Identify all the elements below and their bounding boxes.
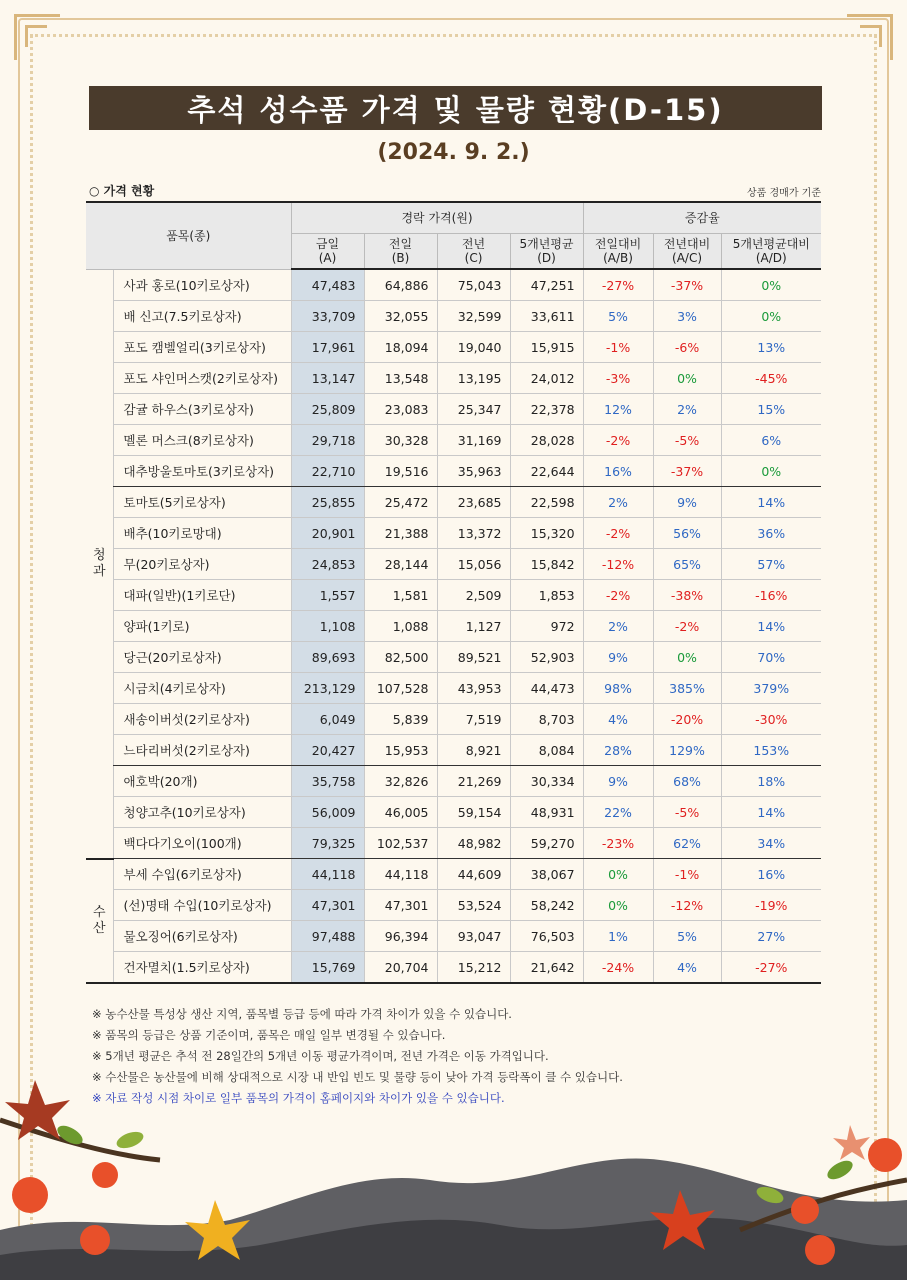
persimmon-icon [80, 1225, 110, 1255]
price-prev-year: 35,963 [437, 456, 510, 487]
price-today: 29,718 [291, 425, 364, 456]
price-today: 17,961 [291, 332, 364, 363]
change-vs-prev-day: -27% [583, 269, 653, 301]
change-vs-prev-day: -24% [583, 952, 653, 984]
price-avg5: 47,251 [510, 269, 583, 301]
price-avg5: 15,842 [510, 549, 583, 580]
price-prev-year: 21,269 [437, 766, 510, 797]
change-vs-prev-year: -2% [653, 611, 721, 642]
change-vs-prev-day: 16% [583, 456, 653, 487]
price-prev-day: 1,581 [364, 580, 437, 611]
price-today: 13,147 [291, 363, 364, 394]
price-prev-day: 82,500 [364, 642, 437, 673]
item-name: 토마토(5키로상자) [113, 487, 291, 518]
table-row [86, 704, 821, 735]
footnote: ※ 수산물은 농산물에 비해 상대적으로 시장 내 반입 빈도 및 물량 등이 낮아 가격 등락폭이 클 수 있습니다. [92, 1070, 623, 1084]
item-name: 감귤 하우스(3키로상자) [113, 394, 291, 425]
table-row [86, 487, 821, 518]
table-row [86, 425, 821, 456]
price-avg5: 22,644 [510, 456, 583, 487]
price-avg5: 15,320 [510, 518, 583, 549]
leaf-icon [114, 1129, 145, 1152]
table-row [86, 580, 821, 611]
price-prev-year: 7,519 [437, 704, 510, 735]
leaf-icon [824, 1157, 855, 1183]
price-avg5: 1,853 [510, 580, 583, 611]
table-row [86, 952, 821, 984]
header-change-group: 증감율 [583, 202, 821, 234]
table-row [86, 859, 821, 890]
price-prev-day: 47,301 [364, 890, 437, 921]
header-vs-prev-year: 전년대비 (A/C) [653, 234, 721, 270]
change-vs-prev-day: 2% [583, 487, 653, 518]
change-vs-prev-year: -5% [653, 425, 721, 456]
item-name: (선)명태 수입(10키로상자) [113, 890, 291, 921]
price-prev-day: 107,528 [364, 673, 437, 704]
price-prev-year: 1,127 [437, 611, 510, 642]
change-vs-prev-day: 5% [583, 301, 653, 332]
item-name: 부세 수입(6키로상자) [113, 859, 291, 890]
change-vs-avg5: 153% [721, 735, 821, 766]
change-vs-avg5: 70% [721, 642, 821, 673]
table-row [86, 735, 821, 766]
price-avg5: 76,503 [510, 921, 583, 952]
price-today: 20,901 [291, 518, 364, 549]
price-prev-day: 13,548 [364, 363, 437, 394]
price-prev-year: 75,043 [437, 269, 510, 301]
item-name: 백다다기오이(100개) [113, 828, 291, 859]
item-name: 무(20키로상자) [113, 549, 291, 580]
table-row [86, 642, 821, 673]
price-prev-year: 2,509 [437, 580, 510, 611]
change-vs-prev-year: -37% [653, 269, 721, 301]
change-vs-prev-day: 22% [583, 797, 653, 828]
price-table [86, 201, 821, 984]
report-date: (2024. 9. 2.) [377, 140, 530, 165]
change-vs-avg5: 6% [721, 425, 821, 456]
item-name: 청양고추(10키로상자) [113, 797, 291, 828]
price-prev-year: 48,982 [437, 828, 510, 859]
change-vs-prev-day: 1% [583, 921, 653, 952]
change-vs-avg5: 379% [721, 673, 821, 704]
item-name: 양파(1키로) [113, 611, 291, 642]
change-vs-prev-day: -2% [583, 518, 653, 549]
change-vs-avg5: 0% [721, 456, 821, 487]
change-vs-prev-year: 0% [653, 642, 721, 673]
price-prev-day: 1,088 [364, 611, 437, 642]
table-row [86, 456, 821, 487]
price-prev-day: 30,328 [364, 425, 437, 456]
price-prev-year: 25,347 [437, 394, 510, 425]
change-vs-prev-day: 4% [583, 704, 653, 735]
table-row [86, 549, 821, 580]
item-name: 포도 캠벨얼리(3키로상자) [113, 332, 291, 363]
price-avg5: 22,598 [510, 487, 583, 518]
price-today: 213,129 [291, 673, 364, 704]
price-today: 79,325 [291, 828, 364, 859]
item-name: 포도 샤인머스캣(2키로상자) [113, 363, 291, 394]
change-vs-prev-day: 0% [583, 859, 653, 890]
price-avg5: 24,012 [510, 363, 583, 394]
change-vs-prev-year: -5% [653, 797, 721, 828]
change-vs-avg5: 14% [721, 611, 821, 642]
item-name: 새송이버섯(2키로상자) [113, 704, 291, 735]
price-today: 97,488 [291, 921, 364, 952]
price-prev-day: 25,472 [364, 487, 437, 518]
price-prev-year: 8,921 [437, 735, 510, 766]
change-vs-prev-day: -2% [583, 580, 653, 611]
table-row [86, 332, 821, 363]
price-today: 25,809 [291, 394, 364, 425]
item-name: 대파(일반)(1키로단) [113, 580, 291, 611]
price-avg5: 30,334 [510, 766, 583, 797]
price-prev-year: 23,685 [437, 487, 510, 518]
table-row [86, 890, 821, 921]
change-vs-prev-year: 3% [653, 301, 721, 332]
header-item: 품목(종) [86, 202, 291, 269]
item-name: 물오징어(6키로상자) [113, 921, 291, 952]
change-vs-avg5: -30% [721, 704, 821, 735]
change-vs-avg5: 13% [721, 332, 821, 363]
price-today: 47,483 [291, 269, 364, 301]
change-vs-prev-year: 56% [653, 518, 721, 549]
price-today: 33,709 [291, 301, 364, 332]
item-name: 건자멸치(1.5키로상자) [113, 952, 291, 984]
price-prev-year: 32,599 [437, 301, 510, 332]
corner-ornament-right [847, 14, 893, 60]
item-name: 시금치(4키로상자) [113, 673, 291, 704]
price-prev-year: 15,212 [437, 952, 510, 984]
table-row [86, 518, 821, 549]
price-today: 44,118 [291, 859, 364, 890]
change-vs-prev-year: 9% [653, 487, 721, 518]
price-avg5: 33,611 [510, 301, 583, 332]
change-vs-prev-year: -6% [653, 332, 721, 363]
price-avg5: 15,915 [510, 332, 583, 363]
price-prev-year: 15,056 [437, 549, 510, 580]
item-name: 애호박(20개) [113, 766, 291, 797]
footnote: ※ 농수산물 특성상 생산 지역, 품목별 등급 등에 따라 가격 차이가 있을 수 있습니다. [92, 1007, 512, 1021]
price-prev-day: 44,118 [364, 859, 437, 890]
price-today: 15,769 [291, 952, 364, 984]
item-name: 배 신고(7.5키로상자) [113, 301, 291, 332]
change-vs-avg5: 27% [721, 921, 821, 952]
price-today: 1,108 [291, 611, 364, 642]
change-vs-prev-day: -3% [583, 363, 653, 394]
table-row [86, 673, 821, 704]
price-today: 47,301 [291, 890, 364, 921]
change-vs-prev-year: -38% [653, 580, 721, 611]
section-label: ○ 가격 현황 [89, 184, 155, 198]
change-vs-prev-day: 0% [583, 890, 653, 921]
corner-ornament-left [14, 14, 60, 60]
price-today: 24,853 [291, 549, 364, 580]
price-today: 25,855 [291, 487, 364, 518]
change-vs-prev-day: -1% [583, 332, 653, 363]
price-today: 56,009 [291, 797, 364, 828]
item-name: 배추(10키로망대) [113, 518, 291, 549]
footnote-highlight: ※ 자료 작성 시점 차이로 일부 품목의 가격이 홈페이지와 차이가 있을 수 있습니다. [92, 1091, 505, 1105]
price-prev-year: 53,524 [437, 890, 510, 921]
price-prev-year: 43,953 [437, 673, 510, 704]
item-name: 사과 홍로(10키로상자) [113, 269, 291, 301]
persimmon-icon [868, 1138, 902, 1172]
change-vs-prev-year: 65% [653, 549, 721, 580]
change-vs-avg5: 0% [721, 301, 821, 332]
category-produce: 청 과 [86, 269, 113, 859]
change-vs-prev-year: -1% [653, 859, 721, 890]
footnote: ※ 5개년 평균은 추석 전 28일간의 5개년 이동 평균가격이며, 전년 가격은 이동 가격입니다. [92, 1049, 549, 1063]
category-seafood: 수 산 [86, 859, 113, 984]
persimmon-icon [791, 1196, 819, 1224]
header-prev-year: 전년 (C) [437, 234, 510, 270]
table-row [86, 921, 821, 952]
price-avg5: 8,084 [510, 735, 583, 766]
price-prev-day: 23,083 [364, 394, 437, 425]
persimmon-icon [805, 1235, 835, 1265]
change-vs-avg5: 18% [721, 766, 821, 797]
change-vs-prev-year: 385% [653, 673, 721, 704]
table-row [86, 611, 821, 642]
change-vs-avg5: -45% [721, 363, 821, 394]
price-prev-year: 19,040 [437, 332, 510, 363]
item-name: 느타리버섯(2키로상자) [113, 735, 291, 766]
change-vs-avg5: 15% [721, 394, 821, 425]
change-vs-prev-year: -20% [653, 704, 721, 735]
change-vs-prev-day: -23% [583, 828, 653, 859]
price-prev-day: 64,886 [364, 269, 437, 301]
change-vs-prev-year: 62% [653, 828, 721, 859]
change-vs-prev-year: 0% [653, 363, 721, 394]
change-vs-prev-day: 9% [583, 766, 653, 797]
price-today: 20,427 [291, 735, 364, 766]
price-prev-day: 18,094 [364, 332, 437, 363]
price-today: 89,693 [291, 642, 364, 673]
price-avg5: 8,703 [510, 704, 583, 735]
table-row [86, 363, 821, 394]
change-vs-avg5: 0% [721, 269, 821, 301]
price-prev-year: 13,195 [437, 363, 510, 394]
page-title: 추석 성수품 가격 및 물량 현황(D-15) [89, 86, 822, 130]
change-vs-prev-day: 28% [583, 735, 653, 766]
change-vs-prev-day: -12% [583, 549, 653, 580]
price-avg5: 44,473 [510, 673, 583, 704]
item-name: 당근(20키로상자) [113, 642, 291, 673]
change-vs-avg5: 14% [721, 797, 821, 828]
change-vs-avg5: -27% [721, 952, 821, 984]
table-row [86, 828, 821, 859]
table-row [86, 301, 821, 332]
change-vs-avg5: 36% [721, 518, 821, 549]
change-vs-prev-year: -37% [653, 456, 721, 487]
item-name: 멜론 머스크(8키로상자) [113, 425, 291, 456]
change-vs-prev-day: -2% [583, 425, 653, 456]
price-prev-year: 31,169 [437, 425, 510, 456]
change-vs-prev-year: 5% [653, 921, 721, 952]
header-avg5: 5개년평균 (D) [510, 234, 583, 270]
price-prev-year: 89,521 [437, 642, 510, 673]
price-prev-day: 15,953 [364, 735, 437, 766]
persimmon-icon [92, 1162, 118, 1188]
price-avg5: 21,642 [510, 952, 583, 984]
price-avg5: 28,028 [510, 425, 583, 456]
price-prev-day: 19,516 [364, 456, 437, 487]
table-row [86, 269, 821, 301]
change-vs-avg5: -16% [721, 580, 821, 611]
maple-leaf-icon [833, 1125, 870, 1160]
price-today: 1,557 [291, 580, 364, 611]
price-prev-day: 102,537 [364, 828, 437, 859]
change-vs-prev-day: 9% [583, 642, 653, 673]
change-vs-prev-day: 12% [583, 394, 653, 425]
item-name: 대추방울토마토(3키로상자) [113, 456, 291, 487]
price-prev-day: 46,005 [364, 797, 437, 828]
price-today: 22,710 [291, 456, 364, 487]
header-vs-prev-day: 전일대비 (A/B) [583, 234, 653, 270]
change-vs-prev-day: 98% [583, 673, 653, 704]
change-vs-avg5: -19% [721, 890, 821, 921]
table-row [86, 394, 821, 425]
change-vs-prev-year: 68% [653, 766, 721, 797]
header-vs-avg5: 5개년평균대비 (A/D) [721, 234, 821, 270]
price-today: 6,049 [291, 704, 364, 735]
price-basis: 상품 경매가 기준 [747, 188, 821, 199]
price-avg5: 972 [510, 611, 583, 642]
price-prev-year: 44,609 [437, 859, 510, 890]
price-prev-day: 21,388 [364, 518, 437, 549]
price-prev-year: 93,047 [437, 921, 510, 952]
price-avg5: 48,931 [510, 797, 583, 828]
price-prev-day: 32,055 [364, 301, 437, 332]
change-vs-prev-year: 4% [653, 952, 721, 984]
price-avg5: 38,067 [510, 859, 583, 890]
table-row [86, 766, 821, 797]
change-vs-prev-year: -12% [653, 890, 721, 921]
table-row [86, 797, 821, 828]
persimmon-icon [12, 1177, 48, 1213]
change-vs-avg5: 57% [721, 549, 821, 580]
change-vs-avg5: 34% [721, 828, 821, 859]
price-prev-day: 5,839 [364, 704, 437, 735]
header-prev-day: 전일 (B) [364, 234, 437, 270]
change-vs-prev-year: 2% [653, 394, 721, 425]
price-avg5: 22,378 [510, 394, 583, 425]
price-today: 35,758 [291, 766, 364, 797]
change-vs-prev-year: 129% [653, 735, 721, 766]
price-avg5: 59,270 [510, 828, 583, 859]
price-avg5: 52,903 [510, 642, 583, 673]
price-prev-day: 96,394 [364, 921, 437, 952]
header-today: 금일 (A) [291, 234, 364, 270]
footnote: ※ 품목의 등급은 상품 기준이며, 품목은 매일 일부 변경될 수 있습니다. [92, 1028, 446, 1042]
price-prev-day: 32,826 [364, 766, 437, 797]
price-prev-year: 59,154 [437, 797, 510, 828]
change-vs-avg5: 16% [721, 859, 821, 890]
header-price-group: 경락 가격(원) [291, 202, 583, 234]
price-prev-day: 28,144 [364, 549, 437, 580]
change-vs-avg5: 14% [721, 487, 821, 518]
autumn-decoration [0, 1060, 907, 1280]
price-prev-day: 20,704 [364, 952, 437, 984]
price-prev-year: 13,372 [437, 518, 510, 549]
price-avg5: 58,242 [510, 890, 583, 921]
change-vs-prev-day: 2% [583, 611, 653, 642]
